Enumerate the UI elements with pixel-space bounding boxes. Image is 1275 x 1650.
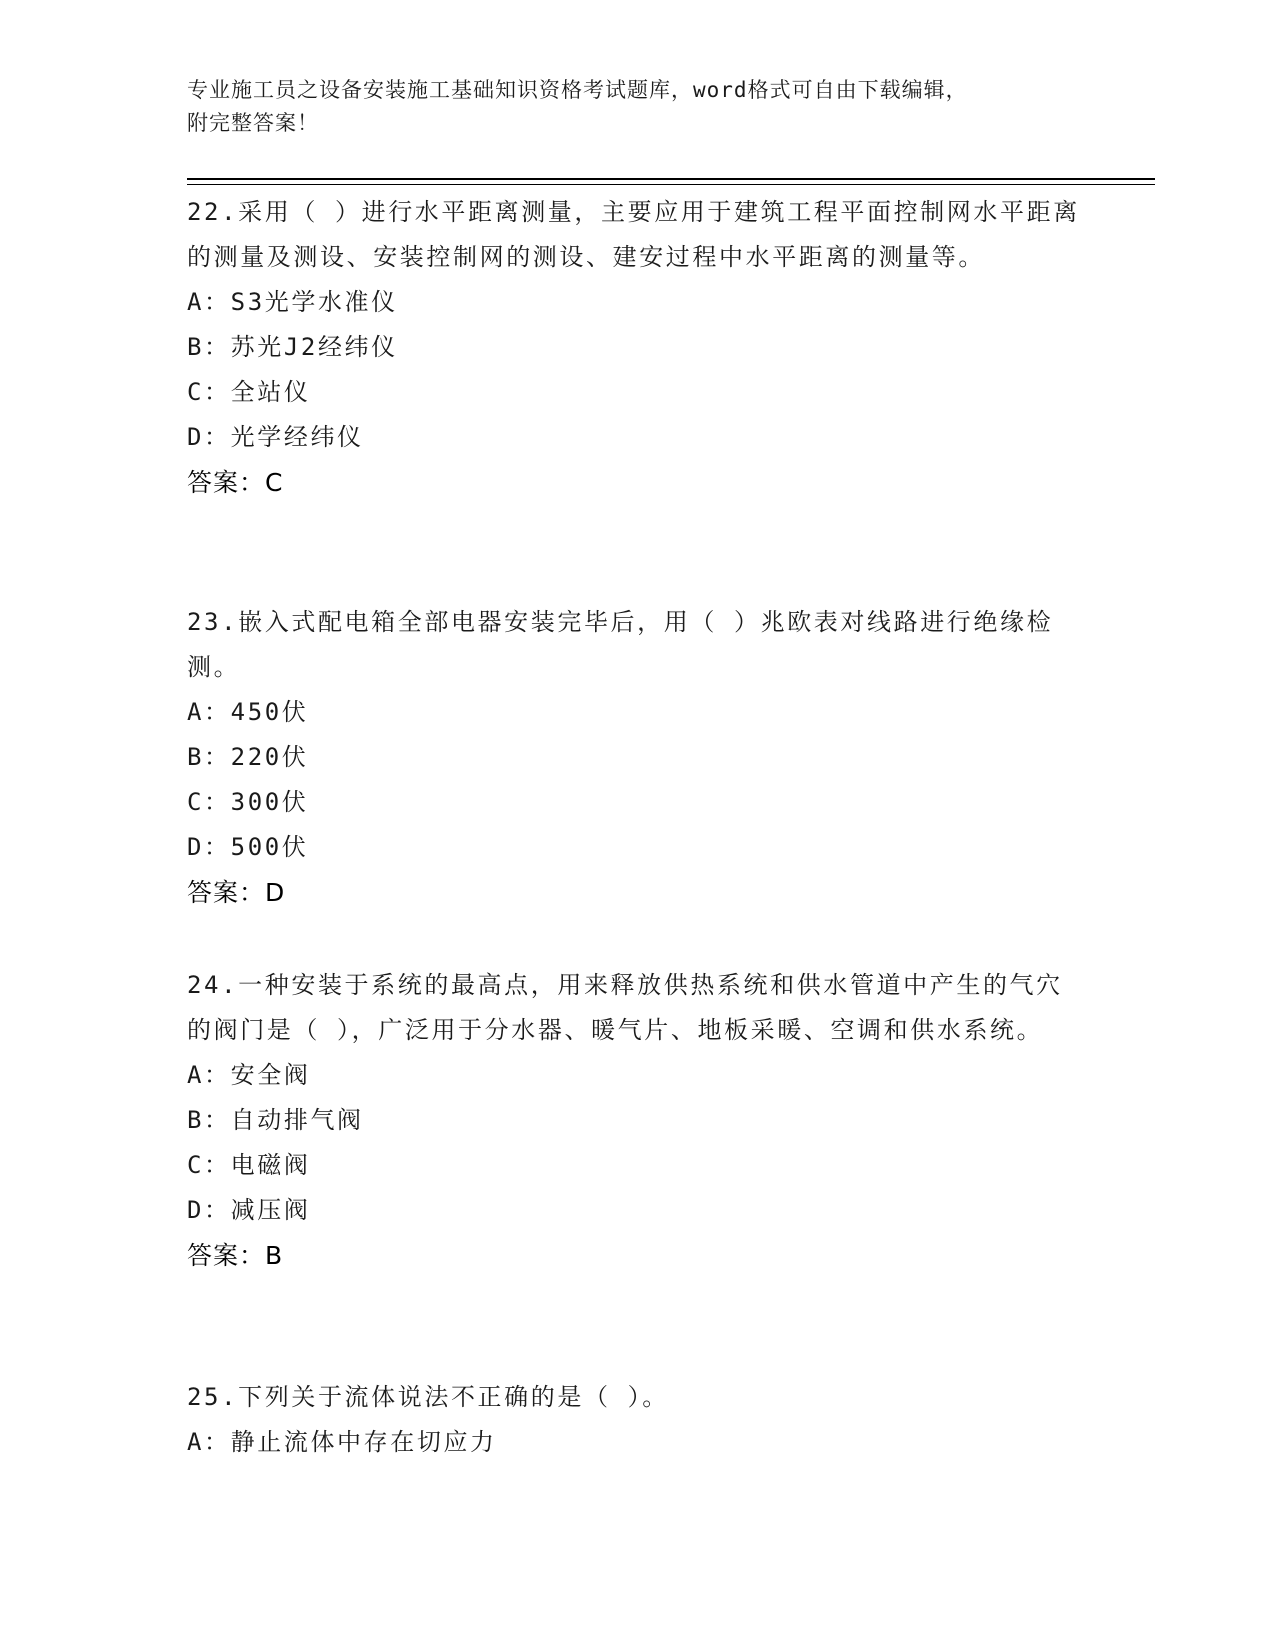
option-c: C：300伏 [187,788,309,816]
option-b: B：苏光J2经纬仪 [187,333,398,361]
question-24 [187,963,1087,1278]
option-c: C：电磁阀 [187,1151,311,1179]
option-a: A：S3光学水准仪 [187,288,398,316]
header-rule-thick [187,178,1155,180]
header-line-1: 专业施工员之设备安装施工基础知识资格考试题库，word格式可自由下载编辑， [187,78,968,102]
question-22 [187,190,1087,505]
answer: 答案：D [187,878,286,907]
option-a: A：静止流体中存在切应力 [187,1428,497,1456]
question-stem: 22.采用（ ）进行水平距离测量，主要应用于建筑工程平面控制网水平距离的测量及测设、安装控制网的测设、建安过程中水平距离的测量等。 [187,198,1080,271]
option-c: C：全站仪 [187,378,311,406]
answer: 答案：C [187,468,284,497]
option-d: D：500伏 [187,833,309,861]
option-b: B：220伏 [187,743,309,771]
question-25 [187,1375,1087,1465]
question-stem: 25.下列关于流体说法不正确的是（ ）。 [187,1383,669,1411]
header-line-2: 附完整答案！ [187,111,319,135]
option-a: A：450伏 [187,698,309,726]
answer: 答案：B [187,1241,284,1270]
option-a: A：安全阀 [187,1061,311,1089]
option-b: B：自动排气阀 [187,1106,364,1134]
question-23 [187,600,1087,915]
header-rule-thin [187,184,1155,185]
question-stem: 24.一种安装于系统的最高点，用来释放供热系统和供水管道中产生的气穴的阀门是（ ），广泛用于分水器、暖气片、地板采暖、空调和供水系统。 [187,971,1063,1044]
option-d: D：光学经纬仪 [187,423,364,451]
question-stem: 23.嵌入式配电箱全部电器安装完毕后，用（ ）兆欧表对线路进行绝缘检测。 [187,608,1054,681]
option-d: D：减压阀 [187,1196,311,1224]
document-header [187,74,1087,140]
